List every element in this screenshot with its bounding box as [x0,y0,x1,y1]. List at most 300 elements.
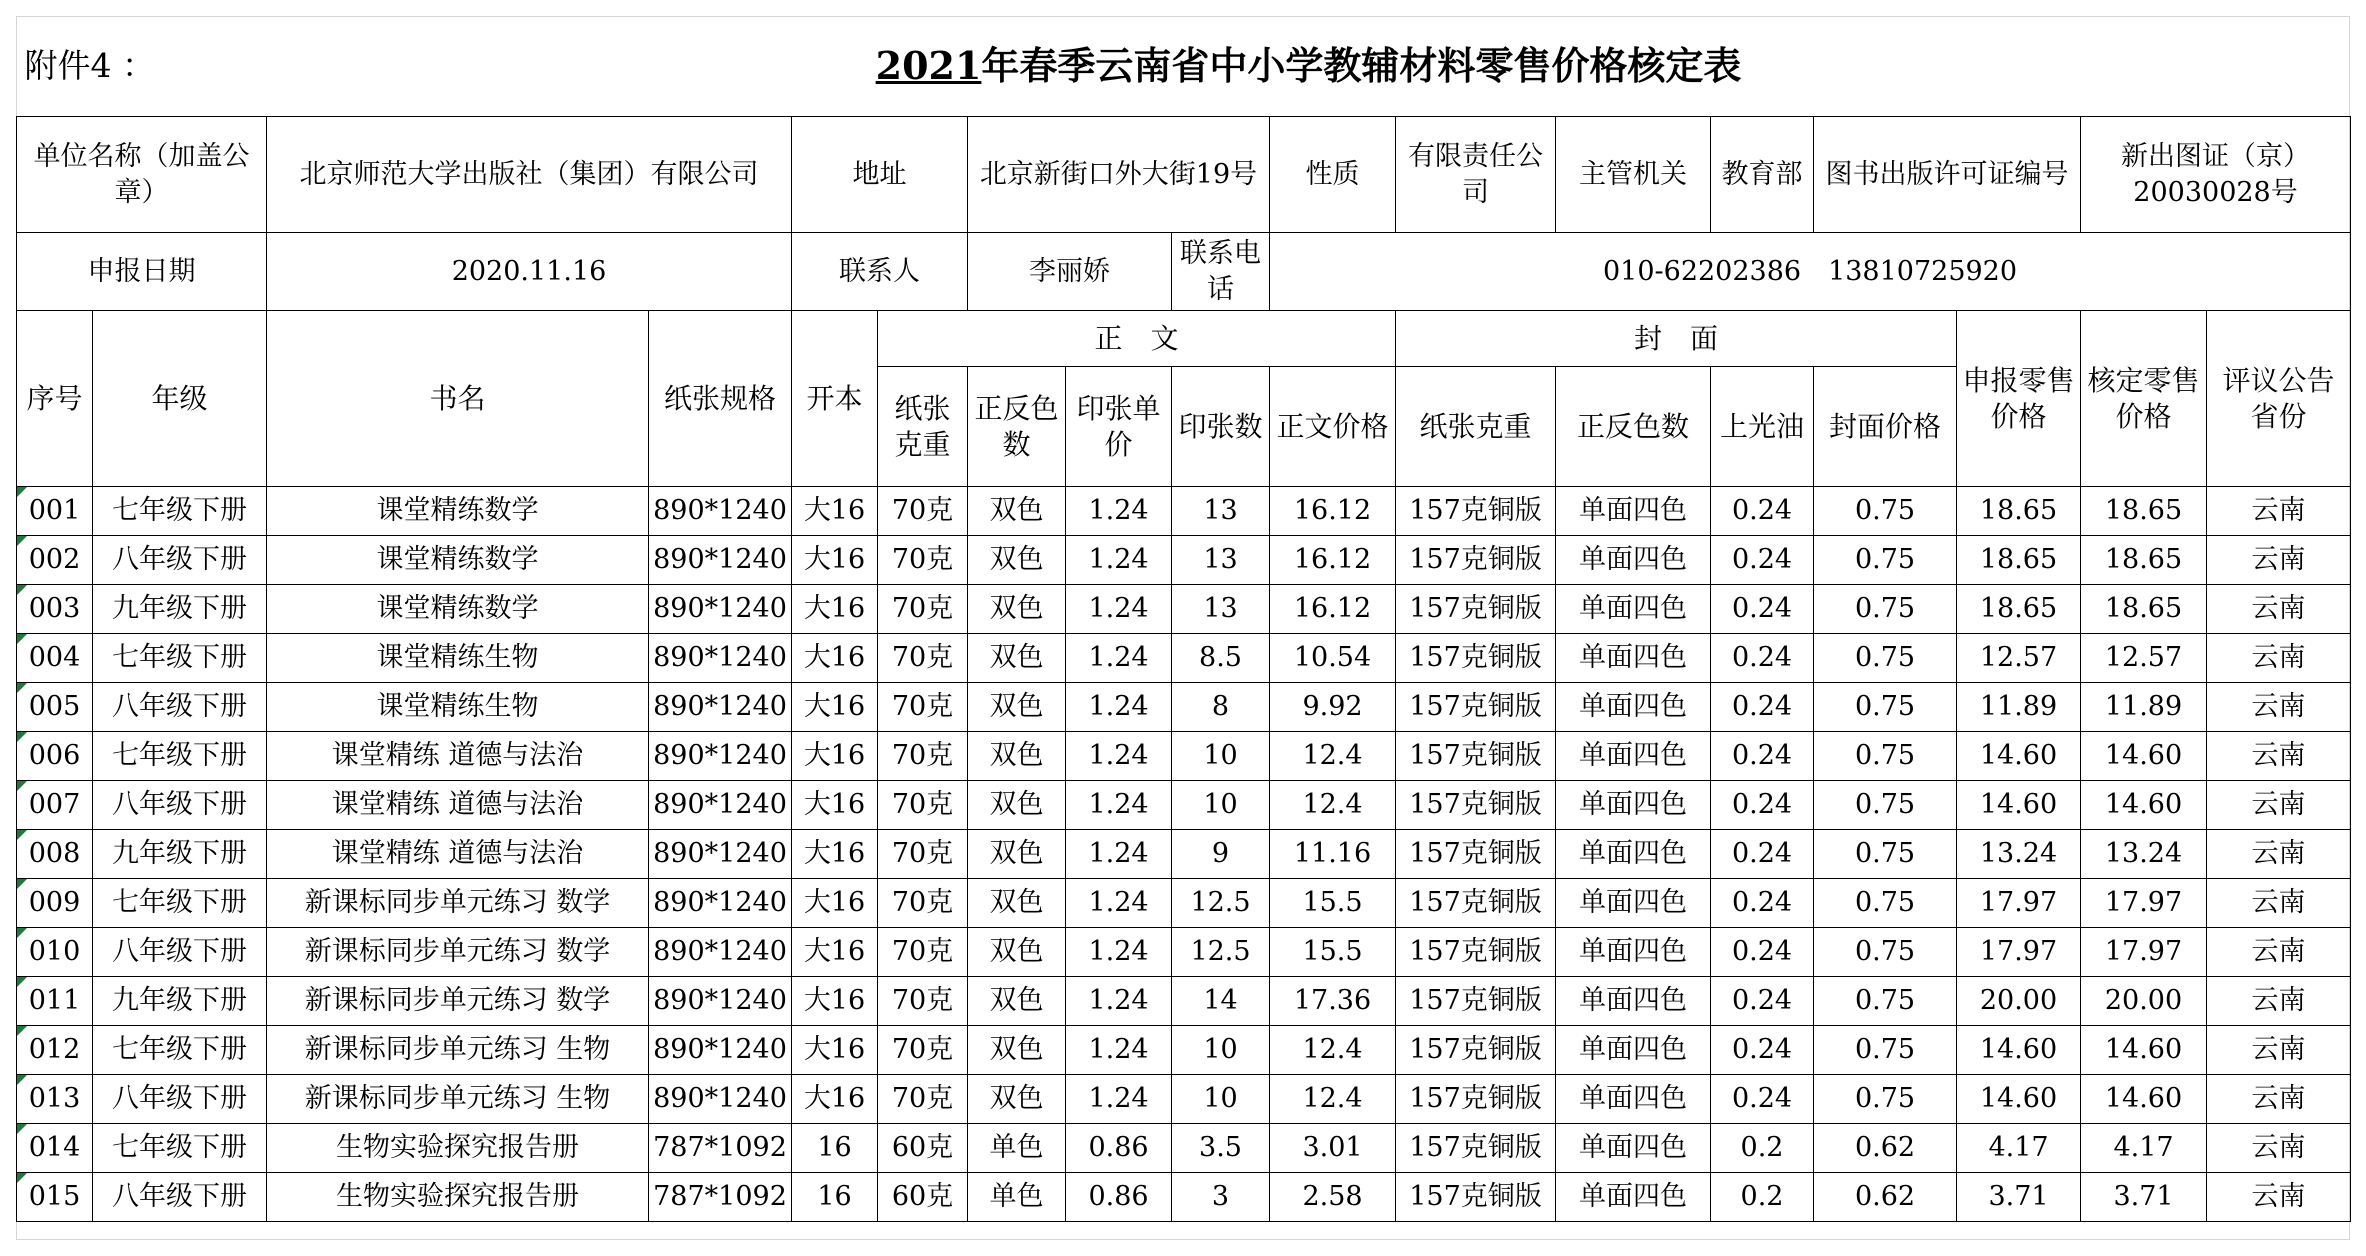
cell-cover-weight[interactable]: 157克铜版 [1396,585,1556,634]
cell-body-weight[interactable]: 70克 [878,536,968,585]
cell-body-price[interactable]: 9.92 [1270,683,1396,732]
cell-cover-weight[interactable]: 157克铜版 [1396,879,1556,928]
cell-print-unit[interactable]: 1.24 [1066,928,1172,977]
address-label: 地址 [792,117,968,233]
cell-body-price[interactable]: 12.4 [1270,732,1396,781]
table-row [17,781,2351,830]
cell-print-unit[interactable]: 1.24 [1066,1075,1172,1124]
title-year: 2021 [875,43,982,88]
cell-format[interactable]: 大16 [792,732,878,781]
cell-cover-price[interactable]: 0.75 [1814,830,1957,879]
cell-province[interactable]: 云南 [2207,1173,2351,1222]
cell-print-unit[interactable]: 1.24 [1066,487,1172,536]
unit-value: 北京师范大学出版社（集团）有限公司 [267,117,792,233]
cell-varnish[interactable]: 0.24 [1711,732,1814,781]
cell-seq[interactable]: 007 [17,781,93,830]
cell-book[interactable]: 课堂精练数学 [267,536,649,585]
cell-seq[interactable]: 015 [17,1173,93,1222]
cell-book[interactable]: 新课标同步单元练习 数学 [267,977,649,1026]
cell-body-weight[interactable]: 70克 [878,487,968,536]
cell-paper-spec[interactable]: 890*1240 [649,487,792,536]
cell-seq[interactable]: 013 [17,1075,93,1124]
cell-province[interactable]: 云南 [2207,781,2351,830]
cell-cover-price[interactable]: 0.75 [1814,977,1957,1026]
col-book: 书名 [267,311,649,487]
cell-paper-spec[interactable]: 787*1092 [649,1124,792,1173]
cell-province[interactable]: 云南 [2207,536,2351,585]
nature-value: 有限责任公司 [1396,117,1556,233]
cell-grade[interactable]: 八年级下册 [93,1173,267,1222]
cell-body-colors[interactable]: 双色 [968,830,1066,879]
cell-paper-spec[interactable]: 890*1240 [649,1026,792,1075]
cell-body-weight[interactable]: 60克 [878,1173,968,1222]
cell-varnish[interactable]: 0.24 [1711,1075,1814,1124]
cell-print-unit[interactable]: 1.24 [1066,977,1172,1026]
cell-declared-price[interactable]: 18.65 [1957,487,2081,536]
cell-declared-price[interactable]: 14.60 [1957,1075,2081,1124]
cell-sheets[interactable]: 10 [1172,781,1270,830]
table-row [17,1173,2351,1222]
cell-paper-spec[interactable]: 890*1240 [649,781,792,830]
cell-print-unit[interactable]: 0.86 [1066,1124,1172,1173]
cell-sheets[interactable]: 10 [1172,732,1270,781]
col-body-colors: 正反色数 [968,367,1066,487]
table-row [17,487,2351,536]
cell-seq[interactable]: 012 [17,1026,93,1075]
cell-cover-colors[interactable]: 单面四色 [1556,1026,1711,1075]
cell-print-unit[interactable]: 1.24 [1066,1026,1172,1075]
cell-cover-colors[interactable]: 单面四色 [1556,732,1711,781]
cell-approved-price[interactable]: 17.97 [2081,879,2207,928]
cell-cover-weight[interactable]: 157克铜版 [1396,830,1556,879]
cell-varnish[interactable]: 0.24 [1711,781,1814,830]
cell-declared-price[interactable]: 14.60 [1957,1026,2081,1075]
cell-declared-price[interactable]: 18.65 [1957,585,2081,634]
cell-book[interactable]: 新课标同步单元练习 生物 [267,1026,649,1075]
cell-body-price[interactable]: 12.4 [1270,1026,1396,1075]
cell-body-weight[interactable]: 70克 [878,585,968,634]
cell-cover-colors[interactable]: 单面四色 [1556,1124,1711,1173]
cell-province[interactable]: 云南 [2207,1026,2351,1075]
cell-province[interactable]: 云南 [2207,487,2351,536]
cell-body-price[interactable]: 12.4 [1270,1075,1396,1124]
cell-seq[interactable]: 009 [17,879,93,928]
cell-approved-price[interactable]: 14.60 [2081,781,2207,830]
cell-sheets[interactable]: 3 [1172,1173,1270,1222]
cell-body-weight[interactable]: 70克 [878,1075,968,1124]
cell-declared-price[interactable]: 18.65 [1957,536,2081,585]
cell-seq[interactable]: 010 [17,928,93,977]
cell-province[interactable]: 云南 [2207,732,2351,781]
table-row [17,634,2351,683]
cell-book[interactable]: 新课标同步单元练习 生物 [267,1075,649,1124]
cell-book[interactable]: 课堂精练 道德与法治 [267,830,649,879]
cell-grade[interactable]: 八年级下册 [93,683,267,732]
cell-cover-colors[interactable]: 单面四色 [1556,928,1711,977]
cell-body-price[interactable]: 15.5 [1270,928,1396,977]
cell-seq[interactable]: 002 [17,536,93,585]
cell-format[interactable]: 16 [792,1124,878,1173]
cell-seq[interactable]: 003 [17,585,93,634]
table-row [17,977,2351,1026]
cell-body-colors[interactable]: 双色 [968,977,1066,1026]
cell-book[interactable]: 新课标同步单元练习 数学 [267,879,649,928]
cell-cover-price[interactable]: 0.62 [1814,1173,1957,1222]
table-row [17,732,2351,781]
cell-sheets[interactable]: 14 [1172,977,1270,1026]
body-group-header: 正 文 [878,311,1396,367]
table-row [17,1075,2351,1124]
cell-format[interactable]: 大16 [792,585,878,634]
cell-format[interactable]: 大16 [792,683,878,732]
cell-varnish[interactable]: 0.24 [1711,1026,1814,1075]
cell-body-weight[interactable]: 70克 [878,1026,968,1075]
cell-cover-price[interactable]: 0.75 [1814,879,1957,928]
cell-grade[interactable]: 七年级下册 [93,732,267,781]
cell-paper-spec[interactable]: 890*1240 [649,634,792,683]
cell-approved-price[interactable]: 13.24 [2081,830,2207,879]
cell-body-price[interactable]: 17.36 [1270,977,1396,1026]
cell-paper-spec[interactable]: 890*1240 [649,536,792,585]
cell-sheets[interactable]: 10 [1172,1075,1270,1124]
cell-print-unit[interactable]: 1.24 [1066,536,1172,585]
cell-cover-weight[interactable]: 157克铜版 [1396,487,1556,536]
price-table [16,16,2351,1222]
col-province: 评议公告省份 [2207,311,2351,487]
cell-book[interactable]: 新课标同步单元练习 数学 [267,928,649,977]
cell-cover-price[interactable]: 0.75 [1814,732,1957,781]
cell-body-price[interactable]: 11.16 [1270,830,1396,879]
cell-cover-price[interactable]: 0.75 [1814,487,1957,536]
cell-seq[interactable]: 005 [17,683,93,732]
cell-grade[interactable]: 九年级下册 [93,585,267,634]
cell-cover-colors[interactable]: 单面四色 [1556,781,1711,830]
cell-declared-price[interactable]: 4.17 [1957,1124,2081,1173]
cell-cover-colors[interactable]: 单面四色 [1556,634,1711,683]
col-print-unit: 印张单价 [1066,367,1172,487]
cell-province[interactable]: 云南 [2207,683,2351,732]
cell-cover-colors[interactable]: 单面四色 [1556,536,1711,585]
phone-value: 010-62202386 13810725920 [1270,233,2351,311]
cell-cover-weight[interactable]: 157克铜版 [1396,536,1556,585]
cell-approved-price[interactable]: 4.17 [2081,1124,2207,1173]
table-row [17,1026,2351,1075]
cell-body-colors[interactable]: 双色 [968,585,1066,634]
cell-varnish[interactable]: 0.24 [1711,977,1814,1026]
cell-approved-price[interactable]: 18.65 [2081,487,2207,536]
col-cover-weight: 纸张克重 [1396,367,1556,487]
contact-label: 联系人 [792,233,968,311]
cell-body-colors[interactable]: 单色 [968,1173,1066,1222]
cell-cover-price[interactable]: 0.75 [1814,585,1957,634]
cell-sheets[interactable]: 9 [1172,830,1270,879]
cell-varnish[interactable]: 0.24 [1711,634,1814,683]
cell-format[interactable]: 大16 [792,634,878,683]
cell-format[interactable]: 大16 [792,928,878,977]
cell-approved-price[interactable]: 3.71 [2081,1173,2207,1222]
cell-grade[interactable]: 七年级下册 [93,879,267,928]
cell-print-unit[interactable]: 1.24 [1066,732,1172,781]
cell-varnish[interactable]: 0.24 [1711,683,1814,732]
cell-cover-colors[interactable]: 单面四色 [1556,879,1711,928]
address-value: 北京新街口外大街19号 [968,117,1270,233]
cell-grade[interactable]: 七年级下册 [93,487,267,536]
cell-seq[interactable]: 006 [17,732,93,781]
phone-label: 联系电话 [1172,233,1270,311]
cell-cover-price[interactable]: 0.75 [1814,1075,1957,1124]
cell-body-colors[interactable]: 双色 [968,487,1066,536]
cell-grade[interactable]: 八年级下册 [93,928,267,977]
cell-varnish[interactable]: 0.24 [1711,536,1814,585]
col-cover-price: 封面价格 [1814,367,1957,487]
cell-paper-spec[interactable]: 890*1240 [649,977,792,1026]
cell-body-colors[interactable]: 双色 [968,1075,1066,1124]
cell-book[interactable]: 课堂精练 道德与法治 [267,781,649,830]
cell-body-price[interactable]: 16.12 [1270,487,1396,536]
cell-cover-price[interactable]: 0.75 [1814,781,1957,830]
cell-paper-spec[interactable]: 890*1240 [649,732,792,781]
nature-label: 性质 [1270,117,1396,233]
col-format: 开本 [792,311,878,487]
col-seq: 序号 [17,311,93,487]
cell-format[interactable]: 大16 [792,781,878,830]
cell-cover-colors[interactable]: 单面四色 [1556,1075,1711,1124]
cell-body-weight[interactable]: 70克 [878,977,968,1026]
cell-cover-price[interactable]: 0.62 [1814,1124,1957,1173]
cell-declared-price[interactable]: 14.60 [1957,732,2081,781]
cell-varnish[interactable]: 0.24 [1711,487,1814,536]
cell-grade[interactable]: 七年级下册 [93,1124,267,1173]
authority-label: 主管机关 [1556,117,1711,233]
table-body [17,487,2351,1222]
cell-book[interactable]: 生物实验探究报告册 [267,1173,649,1222]
cell-grade[interactable]: 九年级下册 [93,977,267,1026]
cell-body-weight[interactable]: 70克 [878,928,968,977]
cell-varnish[interactable]: 0.24 [1711,879,1814,928]
cell-book[interactable]: 课堂精练生物 [267,683,649,732]
cell-seq[interactable]: 011 [17,977,93,1026]
cell-varnish[interactable]: 0.24 [1711,928,1814,977]
cell-print-unit[interactable]: 1.24 [1066,585,1172,634]
cell-grade[interactable]: 八年级下册 [93,1075,267,1124]
table-row [17,1124,2351,1173]
table-row [17,683,2351,732]
cell-sheets[interactable]: 13 [1172,487,1270,536]
cell-paper-spec[interactable]: 890*1240 [649,1075,792,1124]
cell-declared-price[interactable]: 17.97 [1957,928,2081,977]
date-label: 申报日期 [17,233,267,311]
cell-declared-price[interactable]: 14.60 [1957,781,2081,830]
cell-cover-weight[interactable]: 157克铜版 [1396,1124,1556,1173]
cell-cover-colors[interactable]: 单面四色 [1556,977,1711,1026]
col-declared-price: 申报零售价格 [1957,311,2081,487]
cell-cover-colors[interactable]: 单面四色 [1556,585,1711,634]
cell-seq[interactable]: 004 [17,634,93,683]
cell-book[interactable]: 课堂精练 道德与法治 [267,732,649,781]
cell-sheets[interactable]: 3.5 [1172,1124,1270,1173]
cell-cover-price[interactable]: 0.75 [1814,536,1957,585]
cell-cover-price[interactable]: 0.75 [1814,634,1957,683]
cell-sheets[interactable]: 13 [1172,536,1270,585]
cell-approved-price[interactable]: 17.97 [2081,928,2207,977]
cell-cover-price[interactable]: 0.75 [1814,1026,1957,1075]
cell-grade[interactable]: 七年级下册 [93,634,267,683]
cell-approved-price[interactable]: 18.65 [2081,536,2207,585]
cell-paper-spec[interactable]: 787*1092 [649,1173,792,1222]
cell-paper-spec[interactable]: 890*1240 [649,879,792,928]
cell-format[interactable]: 大16 [792,879,878,928]
cell-print-unit[interactable]: 0.86 [1066,1173,1172,1222]
cell-approved-price[interactable]: 14.60 [2081,1075,2207,1124]
cell-cover-colors[interactable]: 单面四色 [1556,487,1711,536]
cell-body-weight[interactable]: 70克 [878,634,968,683]
cell-approved-price[interactable]: 12.57 [2081,634,2207,683]
cell-cover-price[interactable]: 0.75 [1814,928,1957,977]
cell-print-unit[interactable]: 1.24 [1066,830,1172,879]
cell-sheets[interactable]: 13 [1172,585,1270,634]
cell-body-price[interactable]: 16.12 [1270,585,1396,634]
cell-declared-price[interactable]: 3.71 [1957,1173,2081,1222]
cell-declared-price[interactable]: 13.24 [1957,830,2081,879]
cell-grade[interactable]: 七年级下册 [93,1026,267,1075]
cell-body-price[interactable]: 10.54 [1270,634,1396,683]
cell-cover-weight[interactable]: 157克铜版 [1396,634,1556,683]
cell-varnish[interactable]: 0.2 [1711,1124,1814,1173]
cell-body-weight[interactable]: 70克 [878,732,968,781]
cell-cover-weight[interactable]: 157克铜版 [1396,732,1556,781]
cell-approved-price[interactable]: 14.60 [2081,1026,2207,1075]
cell-body-price[interactable]: 3.01 [1270,1124,1396,1173]
cell-seq[interactable]: 008 [17,830,93,879]
cell-format[interactable]: 大16 [792,1075,878,1124]
cell-province[interactable]: 云南 [2207,585,2351,634]
cell-province[interactable]: 云南 [2207,928,2351,977]
cell-format[interactable]: 16 [792,1173,878,1222]
cell-varnish[interactable]: 0.24 [1711,585,1814,634]
cell-province[interactable]: 云南 [2207,634,2351,683]
cell-paper-spec[interactable]: 890*1240 [649,928,792,977]
cell-print-unit[interactable]: 1.24 [1066,634,1172,683]
cell-body-weight[interactable]: 70克 [878,683,968,732]
cell-body-colors[interactable]: 双色 [968,683,1066,732]
cell-body-weight[interactable]: 70克 [878,879,968,928]
cell-format[interactable]: 大16 [792,977,878,1026]
cell-paper-spec[interactable]: 890*1240 [649,585,792,634]
cell-format[interactable]: 大16 [792,830,878,879]
cell-varnish[interactable]: 0.24 [1711,830,1814,879]
cell-cover-weight[interactable]: 157克铜版 [1396,1075,1556,1124]
col-body-weight: 纸张克重 [878,367,968,487]
cell-format[interactable]: 大16 [792,536,878,585]
authority-value: 教育部 [1711,117,1814,233]
license-value: 新出图证（京）20030028号 [2081,117,2351,233]
cell-province[interactable]: 云南 [2207,977,2351,1026]
cell-grade[interactable]: 八年级下册 [93,536,267,585]
cell-format[interactable]: 大16 [792,1026,878,1075]
cell-print-unit[interactable]: 1.24 [1066,781,1172,830]
cell-body-colors[interactable]: 双色 [968,732,1066,781]
col-body-price: 正文价格 [1270,367,1396,487]
cell-cover-colors[interactable]: 单面四色 [1556,830,1711,879]
cell-format[interactable]: 大16 [792,487,878,536]
table-row [17,536,2351,585]
cell-cover-weight[interactable]: 157克铜版 [1396,683,1556,732]
cell-body-weight[interactable]: 70克 [878,830,968,879]
cell-book[interactable]: 课堂精练生物 [267,634,649,683]
cell-body-price[interactable]: 15.5 [1270,879,1396,928]
col-sheets: 印张数 [1172,367,1270,487]
col-varnish: 上光油 [1711,367,1814,487]
cell-body-price[interactable]: 2.58 [1270,1173,1396,1222]
cell-print-unit[interactable]: 1.24 [1066,879,1172,928]
cell-cover-colors[interactable]: 单面四色 [1556,1173,1711,1222]
cell-sheets[interactable]: 10 [1172,1026,1270,1075]
cell-body-colors[interactable]: 双色 [968,879,1066,928]
cell-body-colors[interactable]: 双色 [968,634,1066,683]
cell-book[interactable]: 生物实验探究报告册 [267,1124,649,1173]
cell-cover-weight[interactable]: 157克铜版 [1396,1026,1556,1075]
cell-seq[interactable]: 001 [17,487,93,536]
cell-body-price[interactable]: 16.12 [1270,536,1396,585]
cell-grade[interactable]: 八年级下册 [93,781,267,830]
cell-body-colors[interactable]: 双色 [968,536,1066,585]
cell-province[interactable]: 云南 [2207,879,2351,928]
cell-seq[interactable]: 014 [17,1124,93,1173]
cell-cover-weight[interactable]: 157克铜版 [1396,781,1556,830]
cell-paper-spec[interactable]: 890*1240 [649,683,792,732]
cell-paper-spec[interactable]: 890*1240 [649,830,792,879]
col-paper-spec: 纸张规格 [649,311,792,487]
cell-book[interactable]: 课堂精练数学 [267,487,649,536]
cell-book[interactable]: 课堂精练数学 [267,585,649,634]
cell-approved-price[interactable]: 18.65 [2081,585,2207,634]
cell-approved-price[interactable]: 11.89 [2081,683,2207,732]
cell-sheets[interactable]: 12.5 [1172,928,1270,977]
cell-cover-colors[interactable]: 单面四色 [1556,683,1711,732]
cell-province[interactable]: 云南 [2207,1075,2351,1124]
cell-declared-price[interactable]: 20.00 [1957,977,2081,1026]
cell-cover-price[interactable]: 0.75 [1814,683,1957,732]
col-cover-colors: 正反色数 [1556,367,1711,487]
cell-province[interactable]: 云南 [2207,1124,2351,1173]
cell-body-weight[interactable]: 60克 [878,1124,968,1173]
cell-province[interactable]: 云南 [2207,830,2351,879]
cell-declared-price[interactable]: 17.97 [1957,879,2081,928]
cell-declared-price[interactable]: 11.89 [1957,683,2081,732]
col-grade: 年级 [93,311,267,487]
cell-body-colors[interactable]: 双色 [968,781,1066,830]
cell-varnish[interactable]: 0.2 [1711,1173,1814,1222]
cell-cover-weight[interactable]: 157克铜版 [1396,977,1556,1026]
cell-grade[interactable]: 九年级下册 [93,830,267,879]
cell-body-weight[interactable]: 70克 [878,781,968,830]
cell-print-unit[interactable]: 1.24 [1066,683,1172,732]
cell-body-price[interactable]: 12.4 [1270,781,1396,830]
date-value: 2020.11.16 [267,233,792,311]
cell-approved-price[interactable]: 14.60 [2081,732,2207,781]
table-row [17,830,2351,879]
cell-sheets[interactable]: 12.5 [1172,879,1270,928]
cell-body-colors[interactable]: 单色 [968,1124,1066,1173]
cell-sheets[interactable]: 8.5 [1172,634,1270,683]
cell-body-colors[interactable]: 双色 [968,1026,1066,1075]
cell-sheets[interactable]: 8 [1172,683,1270,732]
cell-body-colors[interactable]: 双色 [968,928,1066,977]
cell-cover-weight[interactable]: 157克铜版 [1396,928,1556,977]
cell-declared-price[interactable]: 12.57 [1957,634,2081,683]
cell-cover-weight[interactable]: 157克铜版 [1396,1173,1556,1222]
cell-approved-price[interactable]: 20.00 [2081,977,2207,1026]
